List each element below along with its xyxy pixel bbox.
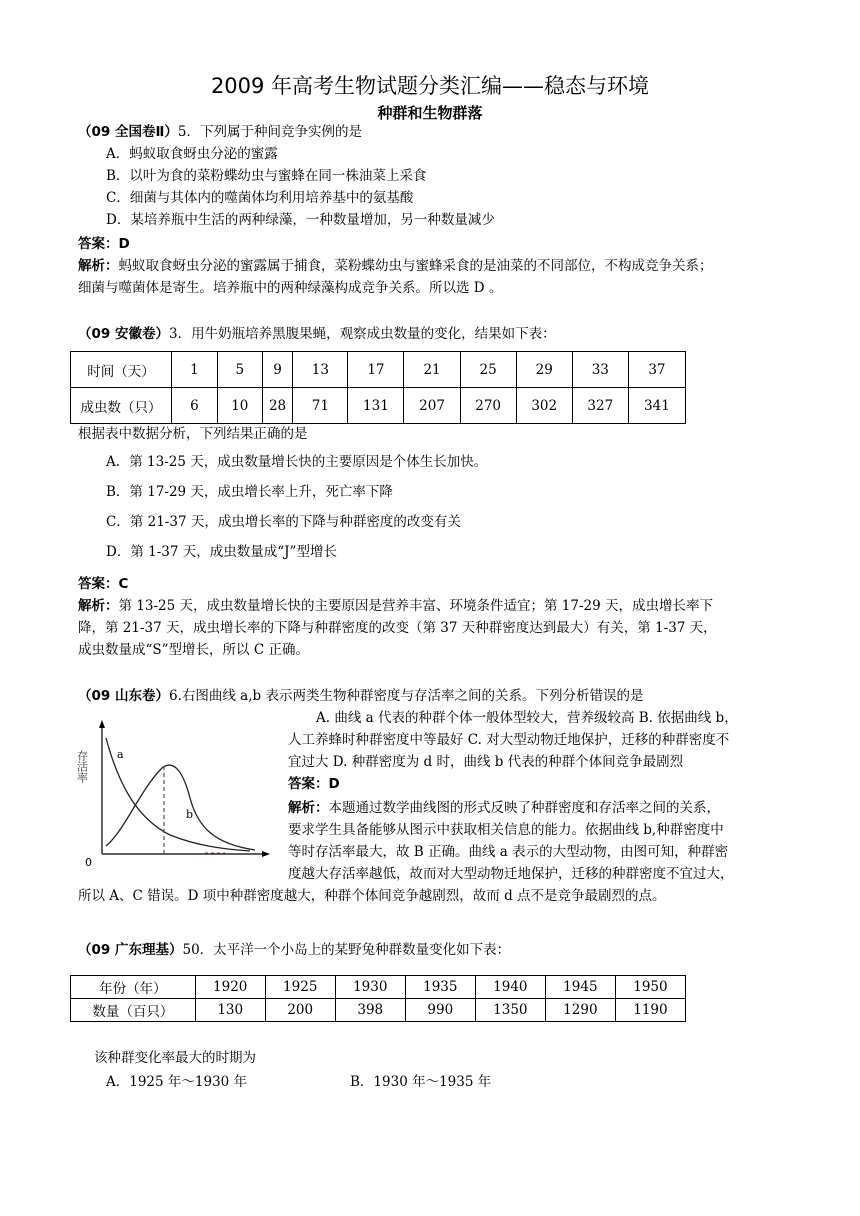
curve-b-label: b: [186, 808, 194, 821]
table-cell: 990: [405, 999, 475, 1022]
table-cell: 71: [293, 388, 348, 424]
table-cell: 21: [404, 352, 460, 388]
y-axis-arrow: [99, 720, 105, 728]
q1-answer-label: 答案：: [78, 236, 119, 252]
q1-analysis-line2: 细菌与噬菌体是寄生。培养瓶中的两种绿藻构成竞争关系。所以选 D 。: [78, 280, 503, 296]
density-survival-figure: [75, 720, 270, 870]
table-cell: 28: [262, 388, 293, 424]
table-header-cell: 时间（天）: [71, 352, 172, 388]
q4-stem: 50．太平洋一个小岛上的某野兔种群数量变化如下表：: [182, 942, 511, 958]
q2-lead: 根据表中数据分析，下列结果正确的是: [78, 426, 308, 442]
q3-analysis-line1: [288, 797, 720, 819]
q1-analysis-label: 解析：: [78, 258, 119, 274]
q3-analysis-text1: 本题通过数学曲线图的形式反映了种群密度和存活率之间的关系，: [328, 800, 720, 816]
table-header-cell: 数量（百只）: [71, 999, 196, 1022]
table-cell: 1930: [335, 976, 405, 999]
q3-option-line1: A. 曲线 a 代表的种群个体一般体型较大，营养级较高 B. 依据曲线 b，: [316, 710, 738, 726]
q3-analysis-line5: 所以 A、C 错误。D 项中种群密度越大，种群个体间竞争越剧烈，故而 d 点不是竞争最剧烈的点。: [78, 888, 666, 904]
table-cell: 1920: [195, 976, 265, 999]
table-row: [71, 388, 686, 424]
table-cell: 1945: [545, 976, 615, 999]
q4-option-b: B．1930 年～1935 年: [350, 1074, 492, 1090]
table-cell: 13: [293, 352, 348, 388]
q2-analysis-line1: [78, 595, 713, 617]
q3-analysis-line4: 度越大存活率越低，故而对大型动物迁地保护，迁移的种群密度不宜过大，: [288, 866, 734, 882]
page-subtitle: 种群和生物群落: [377, 104, 483, 122]
table-cell: 5: [217, 352, 262, 388]
q3-answer: D: [328, 776, 340, 792]
q1-stem: 5．下列属于种间竞争实例的是: [177, 124, 362, 140]
q4-option-a: A．1925 年～1930 年: [106, 1074, 248, 1090]
table-cell: 327: [572, 388, 628, 424]
table-cell: 1940: [475, 976, 545, 999]
table-cell: 1950: [615, 976, 685, 999]
q4-source: （09 广东理基）: [78, 942, 183, 958]
q3-analysis-label: 解析：: [288, 800, 329, 816]
x-axis-arrow: [262, 851, 270, 857]
table-cell: 200: [265, 999, 335, 1022]
q1-option-b: B．以叶为食的菜粉蝶幼虫与蜜蜂在同一株油菜上采食: [106, 168, 427, 184]
table-row: [71, 999, 686, 1022]
q1-source: （09 全国卷Ⅱ）: [78, 124, 178, 140]
q2-stem-line: [78, 323, 556, 345]
q1-analysis-line1: [78, 255, 713, 277]
q2-answer-label: 答案：: [78, 576, 119, 592]
y-axis-label: 存活率: [75, 750, 89, 783]
q3-analysis-line3: 等时存活率最大，故 B 正确。曲线 a 表示的大型动物，由图可知，种群密: [288, 844, 729, 860]
rabbit-table: [70, 975, 686, 1022]
table-cell: 6: [171, 388, 217, 424]
table-cell: 1190: [615, 999, 685, 1022]
q3-source: （09 山东卷）: [78, 688, 169, 704]
table-cell: 207: [404, 388, 460, 424]
q2-answer-line: [78, 573, 128, 595]
table-cell: 33: [572, 352, 628, 388]
table-cell: 1290: [545, 999, 615, 1022]
q3-answer-line: [288, 773, 340, 795]
q2-option-c: C．第 21-37 天，成虫增长率的下降与种群密度的改变有关: [106, 514, 461, 530]
q2-analysis-line2: 降，第 21-37 天，成虫增长率的下降与种群密度的改变（第 37 天种群密度达到最大）有关，第 1-37 天，: [78, 620, 717, 636]
table-header-cell: 成虫数（只）: [71, 388, 172, 424]
curve-b: [106, 765, 255, 850]
q1-answer-line: [78, 233, 130, 255]
table-header-cell: 年份（年）: [71, 976, 196, 999]
table-cell: 1350: [475, 999, 545, 1022]
curve-a: [106, 738, 250, 851]
q2-option-b: B．第 17-29 天，成虫增长率上升，死亡率下降: [106, 484, 393, 500]
table-cell: 9: [262, 352, 293, 388]
q2-analysis-line3: 成虫数量成“S”型增长，所以 C 正确。: [78, 642, 309, 658]
table-cell: 1: [171, 352, 217, 388]
q1-option-d: D．某培养瓶中生活的两种绿藻，一种数量增加，另一种数量减少: [106, 212, 495, 228]
page-title: 2009 年高考生物试题分类汇编——稳态与环境: [210, 74, 650, 98]
origin-label: 0: [85, 856, 92, 869]
q4-lead: 该种群变化率最大的时期为: [94, 1050, 256, 1066]
q1-answer: D: [118, 236, 130, 252]
q1-option-c: C．细菌与其体内的噬菌体均利用培养基中的氨基酸: [106, 190, 414, 206]
q3-stem: 6.右图曲线 a,b 表示两类生物种群密度与存活率之间的关系。下列分析错误的是: [169, 688, 644, 704]
table-cell: 29: [516, 352, 572, 388]
q3-stem-line: [78, 685, 643, 707]
q1-option-a: A．蚂蚁取食蚜虫分泌的蜜露: [106, 146, 278, 162]
table-cell: 270: [460, 388, 516, 424]
table-cell: 131: [348, 388, 404, 424]
q3-option-line3: 宜过大 D. 种群密度为 d 时，曲线 b 代表的种群个体间竞争最剧烈: [288, 754, 684, 770]
table-cell: 1935: [405, 976, 475, 999]
q3-analysis-line2: 要求学生具备能够从图示中获取相关信息的能力。依据曲线 b,种群密度中: [288, 822, 724, 838]
table-cell: 37: [628, 352, 685, 388]
table-cell: 130: [195, 999, 265, 1022]
q1-stem-line: [78, 121, 362, 143]
q2-answer: C: [118, 576, 129, 592]
q2-stem: 3．用牛奶瓶培养黑腹果蝇，观察成虫数量的变化，结果如下表：: [169, 326, 556, 342]
table-cell: 341: [628, 388, 685, 424]
table-cell: 10: [217, 388, 262, 424]
table-cell: 1925: [265, 976, 335, 999]
q1-analysis-text1: 蚂蚁取食蚜虫分泌的蜜露属于捕食，菜粉蝶幼虫与蜜蜂采食的是油菜的不同部位，不构成竞争关系；: [118, 258, 713, 274]
table-cell: 302: [516, 388, 572, 424]
curve-a-label: a: [117, 748, 124, 761]
table-cell: 25: [460, 352, 516, 388]
q2-analysis-label: 解析：: [78, 598, 119, 614]
q2-analysis-text1: 第 13-25 天，成虫数量增长快的主要原因是营养丰富、环境条件适宜；第 17-29 天，成虫增长率下: [118, 598, 713, 614]
q4-stem-line: [78, 939, 510, 961]
q2-source: （09 安徽卷）: [78, 326, 169, 342]
q2-option-a: A．第 13-25 天，成虫数量增长快的主要原因是个体生长加快。: [106, 454, 488, 470]
table-cell: 17: [348, 352, 404, 388]
q3-option-line2: 人工养蜂时种群密度中等最好 C. 对大型动物迁地保护，迁移的种群密度不: [288, 732, 730, 748]
fruitfly-table: [70, 351, 686, 424]
table-row: [71, 976, 686, 999]
q2-option-d: D．第 1-37 天，成虫数量成“J”型增长: [106, 544, 337, 560]
q3-answer-label: 答案：: [288, 776, 329, 792]
table-cell: 398: [335, 999, 405, 1022]
table-row: [71, 352, 686, 388]
